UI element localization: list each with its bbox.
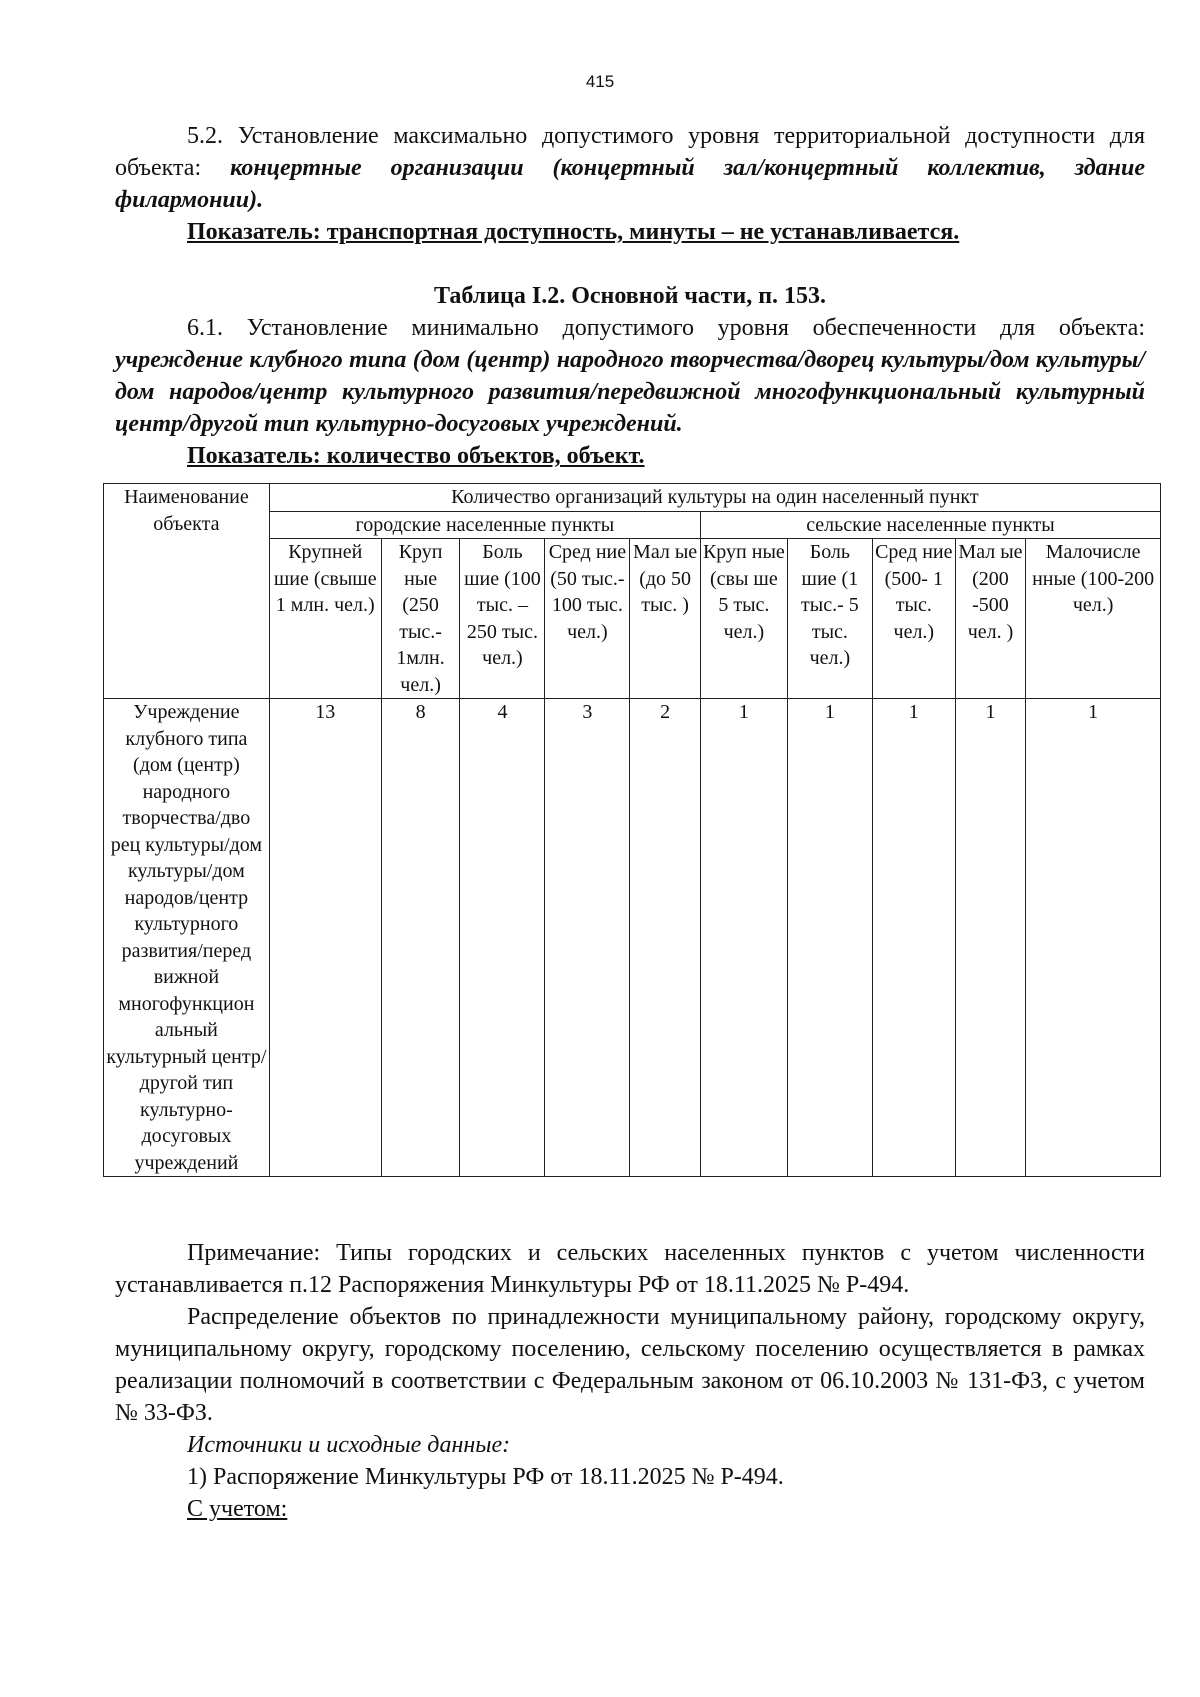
section-5-2-indicator: Показатель: транспортная доступность, минуты – не устанавливается. xyxy=(187,219,960,245)
culture-organizations-table xyxy=(103,483,1161,1177)
row-object-name: Учреждение клубного типа (дом (центр) народного творчества/дво рец культуры/дом культуры/дом народов/центр культурного развития/перед вижной многофункцион альный культурный центр/другой тип культурно- досуговых учреждений xyxy=(104,699,270,1177)
table-cell-value: 1 xyxy=(1026,699,1161,1177)
column-header: Круп ные (свы ше 5 тыс. чел.) xyxy=(700,539,787,699)
distribution-paragraph: Распределение объектов по принадлежности муниципальному району, городскому округу, муниципальному округу, городскому поселению, сельскому поселению осуществляется в рамках реализации полномочий в соответствии с Федеральным законом от 06.10.2003 № 131-ФЗ, с учетом № 33-ФЗ. xyxy=(115,1304,1145,1426)
column-header: Крупней шие (свыше 1 млн. чел.) xyxy=(269,539,381,699)
notes-section xyxy=(115,1237,1145,1525)
section-5-2-paragraph xyxy=(115,120,1145,216)
table-cell-value: 4 xyxy=(460,699,545,1177)
rural-header: сельские населенные пункты xyxy=(700,511,1160,539)
section-6-1-indicator: Показатель: количество объектов, объект. xyxy=(187,443,645,469)
section-5-2-object: концертные организации (концертный зал/концертный коллектив, здание филармонии). xyxy=(115,155,1146,213)
section-5-2-intro: Установление максимально допустимого уровня территориальной доступности для объекта: xyxy=(115,123,1145,181)
considering-line xyxy=(115,1493,1145,1525)
page-number: 415 xyxy=(585,72,615,91)
table-cell-value: 1 xyxy=(955,699,1025,1177)
section-6-1-intro: Установление минимально допустимого уровня обеспеченности для объекта: xyxy=(246,315,1145,341)
table-cell-value: 13 xyxy=(269,699,381,1177)
column-header: Мал ые (200 -500 чел. ) xyxy=(955,539,1025,699)
column-header: Боль шие (100 тыс. – 250 тыс. чел.) xyxy=(460,539,545,699)
section-6-1-object: учреждение клубного типа (дом (центр) народного творчества/дворец культуры/дом культуры/дом народов/центр культурного развития/передвижной многофункциональный культурный центр/другой тип культурно-досуговых учреждений. xyxy=(115,347,1145,437)
section-6-1-paragraph xyxy=(115,312,1145,440)
col-header-object-name: Наименование объекта xyxy=(104,484,270,699)
column-header: Боль шие (1 тыс.- 5 тыс. чел.) xyxy=(787,539,872,699)
source-item-1: 1) Распоряжение Минкультуры РФ от 18.11.2025 № Р-494. xyxy=(187,1464,784,1490)
column-header: Сред ние (500- 1 тыс. чел.) xyxy=(872,539,955,699)
table-cell-value: 1 xyxy=(787,699,872,1177)
main-text xyxy=(115,120,1145,472)
column-header: Сред ние (50 тыс.- 100 тыс. чел.) xyxy=(545,539,630,699)
section-5-2-number: 5.2. xyxy=(187,123,223,149)
note-paragraph: Примечание: Типы городских и сельских населенных пунктов с учетом численности устанавливается п.12 Распоряжения Минкультуры РФ от 18.11.2025 № Р-494. xyxy=(115,1240,1145,1298)
section-6-1-indicator-line xyxy=(115,440,1145,472)
table-cell-value: 1 xyxy=(700,699,787,1177)
section-6-1-number: 6.1. xyxy=(187,315,223,341)
column-header: Мал ые (до 50 тыс. ) xyxy=(630,539,700,699)
table-title: Таблица I.2. Основной части, п. 153. xyxy=(433,283,827,309)
table-cell-value: 3 xyxy=(545,699,630,1177)
table-cell-value: 2 xyxy=(630,699,700,1177)
table-row xyxy=(104,699,1161,1177)
sources-label: Источники и исходные данные: xyxy=(187,1432,511,1458)
section-5-2-indicator-line xyxy=(115,216,1145,248)
column-header: Малочисле нные (100-200 чел.) xyxy=(1026,539,1161,699)
urban-header: городские населенные пункты xyxy=(269,511,700,539)
table-cell-value: 8 xyxy=(381,699,460,1177)
considering-label: С учетом: xyxy=(187,1496,288,1522)
group-header: Количество организаций культуры на один населенный пункт xyxy=(269,484,1160,512)
column-header: Круп ные (250 тыс.- 1млн. чел.) xyxy=(381,539,460,699)
table-cell-value: 1 xyxy=(872,699,955,1177)
